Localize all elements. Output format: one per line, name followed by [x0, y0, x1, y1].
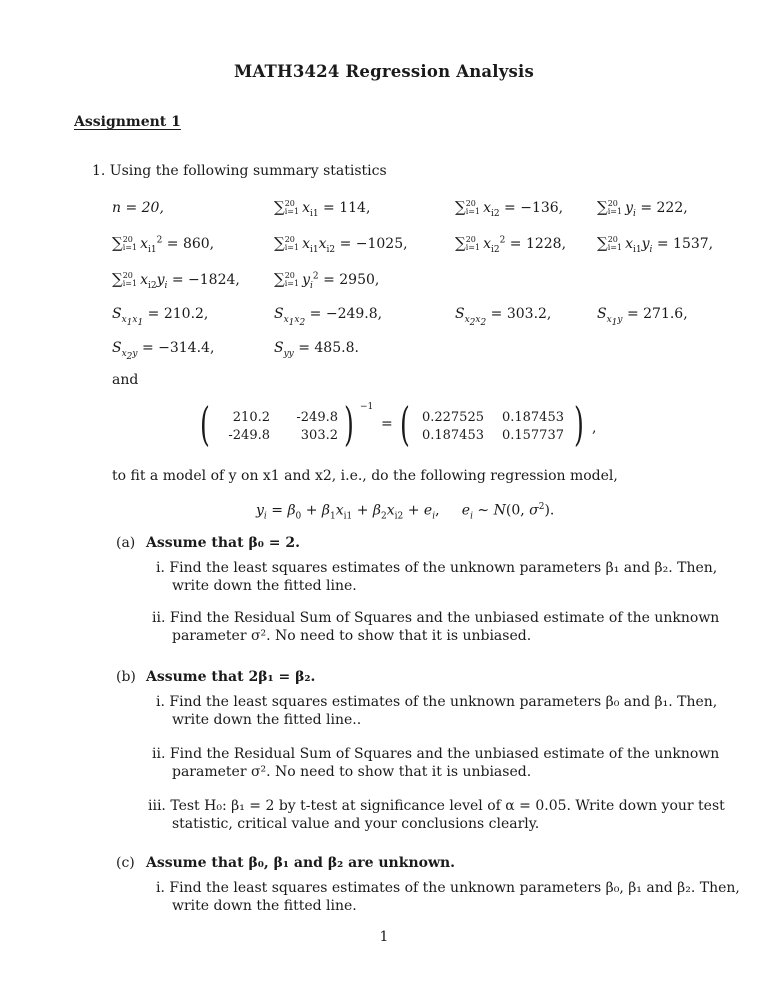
matrix-right-cell: 0.157737	[501, 428, 564, 443]
equals-sign: =	[381, 416, 393, 432]
part-b-i-line2: write down the fitted line..	[172, 712, 362, 728]
stat-sum-x1y: ∑ 20 i=1 $x_{i1}y_i = 1537$,	[597, 234, 714, 255]
part-b-iii-line1: iii. Test H₀: β₁ = 2 by t-test at significance level of α = 0.05. Write down your test	[148, 798, 725, 814]
part-b-iii-line2: statistic, critical value and your conclusions clearly.	[172, 816, 540, 832]
part-b-heading: Assume that 2β₁ = β₂.	[146, 669, 316, 685]
stat-sum-ysq: ∑ 20 i=1 $y_i^2 = 2950$,	[274, 270, 380, 291]
matrix-left-close-paren: )	[344, 397, 354, 451]
part-a-label: (a)	[116, 535, 136, 551]
part-a-ii-line2: parameter σ². No need to show that it is unbiased.	[172, 628, 532, 644]
part-c-i-line2: write down the fitted line.	[172, 898, 357, 914]
matrix-right-cell: 0.187453	[421, 428, 484, 443]
stat-sum-x2sq: ∑ 20 i=1 $x_{i2}^2 = 1228$,	[455, 234, 567, 255]
stat-sum-x2: ∑ 20 i=1 $x_{i2} = -136$,	[455, 198, 564, 219]
regression-equation: $y_i = \beta_0 + \beta_1x_{i1} + \beta_2x_{i2} + e_i$, $e_i$ ∼ N(0, $\sigma^2$).	[256, 502, 555, 522]
part-b-i-line1: i. Find the least squares estimates of the unknown parameters β₀ and β₁. Then,	[156, 694, 718, 710]
stat-sum-x1: ∑ 20 i=1 $x_{i1} = 114$,	[274, 198, 371, 219]
part-a-ii-line1: ii. Find the Residual Sum of Squares and the unbiased estimate of the unknown	[152, 610, 720, 626]
and-word: and	[112, 372, 139, 388]
stat-s-x2y: $S_{x_2y} = -314.4$,	[112, 340, 215, 362]
part-b-ii-line2: parameter σ². No need to show that it is unbiased.	[172, 764, 532, 780]
stat-s-x1x2: $S_{x_1x_2} = -249.8$,	[274, 306, 383, 328]
stat-s-x2x2: $S_{x_2x_2} = 303.2$,	[455, 306, 552, 328]
matrix-left-cell: 210.2	[232, 410, 270, 425]
part-c-label: (c)	[116, 855, 135, 871]
matrix-left-cell: 303.2	[300, 428, 338, 443]
inverse-superscript: −1	[360, 402, 374, 412]
matrix-right-cell: 0.187453	[501, 410, 564, 425]
matrix-right-cell: 0.227525	[421, 410, 484, 425]
matrix-right-open-paren: (	[400, 397, 410, 451]
part-c-i-line1: i. Find the least squares estimates of the unknown parameters β₀, β₁ and β₂. Then,	[156, 880, 740, 896]
stat-s-yy: $S_{yy} = 485.8$.	[274, 340, 359, 359]
matrix-right-close-paren: )	[574, 397, 584, 451]
page-number: 1	[379, 929, 389, 945]
matrix-comma: ,	[592, 420, 597, 436]
matrix-left-cell: -249.8	[296, 410, 338, 425]
page-title: MATH3424 Regression Analysis	[233, 62, 535, 81]
fit-model-text: to fit a model of y on x1 and x2, i.e., do the following regression model,	[112, 468, 618, 484]
stat-sum-x1sq: ∑ 20 i=1 $x_{i1}^2 = 860$,	[112, 234, 215, 255]
stat-sum-x1x2: ∑ 20 i=1 $x_{i1}x_{i2} = -1025$,	[274, 234, 408, 255]
part-b-ii-line1: ii. Find the Residual Sum of Squares and the unbiased estimate of the unknown	[152, 746, 720, 762]
part-a-i-line2: write down the fitted line.	[172, 578, 357, 594]
matrix-left-open-paren: (	[200, 397, 210, 451]
part-b-label: (b)	[116, 669, 136, 685]
stat-sum-y: ∑ 20 i=1 $y_i = 222$,	[597, 198, 688, 219]
part-c-heading: Assume that β₀, β₁ and β₂ are unknown.	[146, 855, 456, 871]
question-1-intro: 1. Using the following summary statistics	[92, 163, 387, 179]
stat-s-x1y: $S_{x_1y} = 271.6$,	[597, 306, 688, 328]
assignment-heading: Assignment 1	[74, 114, 181, 130]
stat-s-x1x1: $S_{x_1x_1} = 210.2$,	[112, 306, 209, 328]
part-a-i-line1: i. Find the least squares estimates of the unknown parameters β₁ and β₂. Then,	[156, 560, 718, 576]
stat-sum-x2y: ∑ 20 i=1 $x_{i2}y_i = -1824$,	[112, 270, 240, 291]
stat-n: n = 20,	[112, 200, 164, 216]
part-a-heading: Assume that β₀ = 2.	[146, 535, 300, 551]
matrix-left-cell: -249.8	[228, 428, 270, 443]
